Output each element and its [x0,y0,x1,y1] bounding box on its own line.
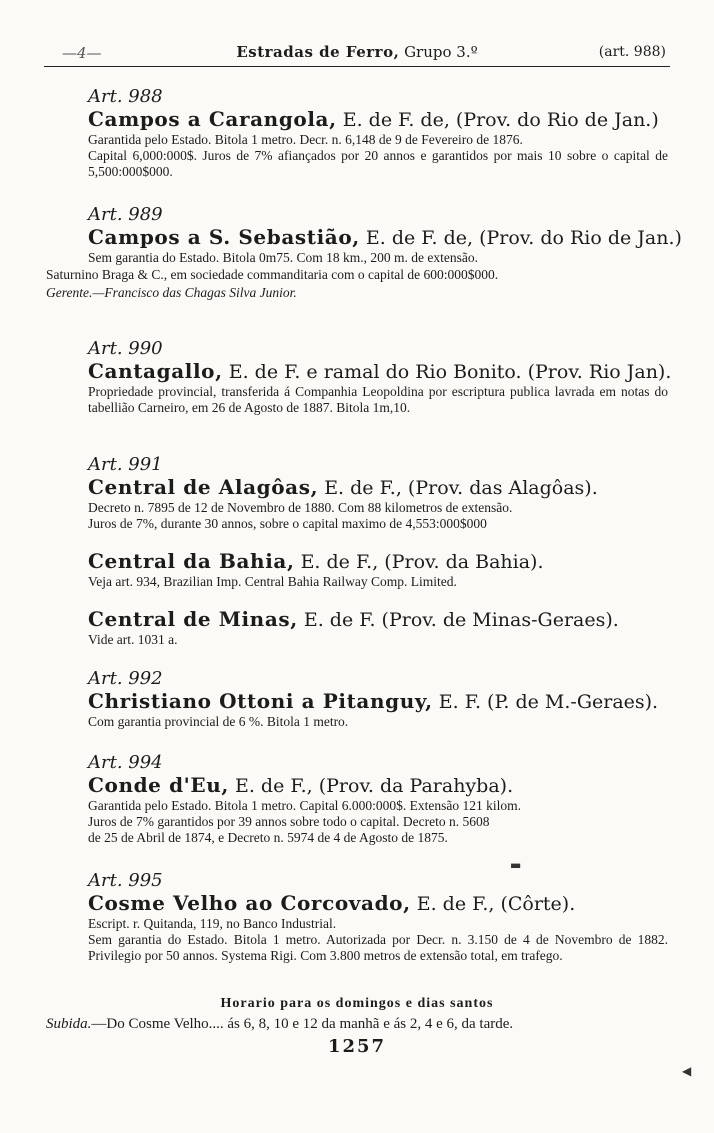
running-header [44,40,670,67]
header-title [44,43,670,61]
entry-name: Cosme Velho ao Corcovado, [88,891,411,915]
schedule-label: Subida. [46,1016,92,1032]
entry-designation: E. de F. (Prov. de Minas-Geraes). [303,609,619,631]
entry-designation: E. de F. e ramal do Rio Bonito. (Prov. Rio Jan). [228,361,672,383]
entry-heading [88,608,714,632]
entry-art-995 [0,870,714,964]
entry-text: Decreto n. 7895 de 12 de Novembro de 1880. Com 88 kilometros de extensão. [88,500,513,515]
entry-heading [88,892,714,916]
entry-text: Propriedade provincial, transferida á Companhia Leopoldina por escriptura publica lavrada em notas do tabellião Carneiro, em 26 de Agosto de 1887. Bitola 1m,10. [88,384,668,415]
entry-text: Com garantia provincial de 6 %. Bitola 1 metro. [88,714,349,729]
art-number: Art. 988 [88,86,163,107]
entry-central-da-bahia [0,550,714,590]
page-mark: —4— [62,44,102,62]
entry-art-990 [0,338,714,416]
entry-designation: E. de F. de, (Prov. do Rio de Jan.) [365,227,682,249]
art-number: Art. 994 [88,752,163,773]
entry-designation: E. de F., (Prov. da Parahyba). [234,775,514,797]
art-number: Art. 990 [88,338,163,359]
entry-heading [88,108,714,132]
entry-heading [88,774,714,798]
entry-designation: E. de F. de, (Prov. do Rio de Jan.) [342,109,659,131]
entry-text: de 25 de Abril de 1874, e Decreto n. 5974 de 4 de Agosto de 1875. [88,830,448,845]
entry-text: Sem garantia do Estado. Bitola 1 metro. Autorizada por Decr. n. 3.150 de 4 de Novembro de 1882. Privilegio por 50 annos. Systema Rigi. Com 3.800 metros de extensão total, em trafego. [88,932,668,963]
entry-text: Juros de 7% garantidos por 39 annos sobre todo o capital. Decreto n. 5608 [88,814,490,829]
entry-heading [88,360,714,384]
manager-line: Gerente.—Francisco das Chagas Silva Junior. [46,285,297,300]
art-number: Art. 995 [88,870,163,891]
entry-heading [88,550,714,574]
entry-text: Vide art. 1031 a. [88,632,178,647]
entry-art-991 [0,454,714,532]
entry-art-988 [0,86,714,180]
entry-central-de-minas [0,608,714,648]
entry-art-992 [0,668,714,730]
entry-name: Cantagallo, [88,359,223,383]
entry-text: Sem garantia do Estado. Bitola 0m75. Com 18 km., 200 m. de extensão. [88,250,478,265]
entry-name: Central de Alagôas, [88,475,319,499]
header-group: Grupo 3.º [404,43,478,61]
header-title-main: Estradas de Ferro, [236,43,400,61]
art-number: Art. 989 [88,204,163,225]
entry-designation: E. de F., (Prov. das Alagôas). [324,477,598,499]
entry-text: Garantida pelo Estado. Bitola 1 metro. Capital 6.000:000$. Extensão 121 kilom. [88,798,522,813]
entry-name: Central da Bahia, [88,549,295,573]
entry-text-wide [46,284,668,302]
entry-text: Juros de 7%, durante 30 annos, sobre o capital maximo de 4,553:000$000 [88,516,487,531]
entry-designation: E. F. (P. de M.-Geraes). [438,691,659,713]
schedule-line [46,1016,672,1033]
entry-name: Central de Minas, [88,607,298,631]
entry-name: Christiano Ottoni a Pitanguy, [88,689,433,713]
dash-mark-icon: ▬ [510,858,522,872]
entry-designation: E. de F., (Côrte). [416,893,576,915]
entry-art-994 [0,752,714,846]
entry-name: Campos a S. Sebastião, [88,225,360,249]
entry-text: Veja art. 934, Brazilian Imp. Central Bahia Railway Comp. Limited. [88,574,457,589]
entry-name: Conde d'Eu, [88,773,229,797]
entry-art-989 [0,204,714,302]
schedule-text: —Do Cosme Velho.... ás 6, 8, 10 e 12 da manhã e ás 2, 4 e 6, da tarde. [91,1016,514,1032]
entry-text: Escript. r. Quitanda, 119, no Banco Industrial. [88,916,337,931]
entry-designation: E. de F., (Prov. da Bahia). [300,551,544,573]
entry-text: Capital 6,000:000$. Juros de 7% afiançados por 20 annos e garantidos por mais 10 sobre o capital de 5,500:000$000. [88,148,668,179]
schedule-title: Horario para os domingos e dias santos [220,996,494,1011]
entry-name: Campos a Carangola, [88,107,337,131]
pointer-mark-icon: ◀ [682,1064,692,1078]
entry-heading [88,226,714,250]
entry-text: Garantida pelo Estado. Bitola 1 metro. Decr. n. 6,148 de 9 de Fevereiro de 1876. [88,132,523,147]
art-number: Art. 992 [88,668,163,689]
entry-heading [88,690,714,714]
page-number: 1257 [327,1036,387,1057]
header-ref: (art. 988) [598,44,666,60]
art-number: Art. 991 [88,454,163,475]
entry-text-wide: Saturnino Braga & C., em sociedade commanditaria com o capital de 600:000$000. [46,267,499,282]
entry-heading [88,476,714,500]
